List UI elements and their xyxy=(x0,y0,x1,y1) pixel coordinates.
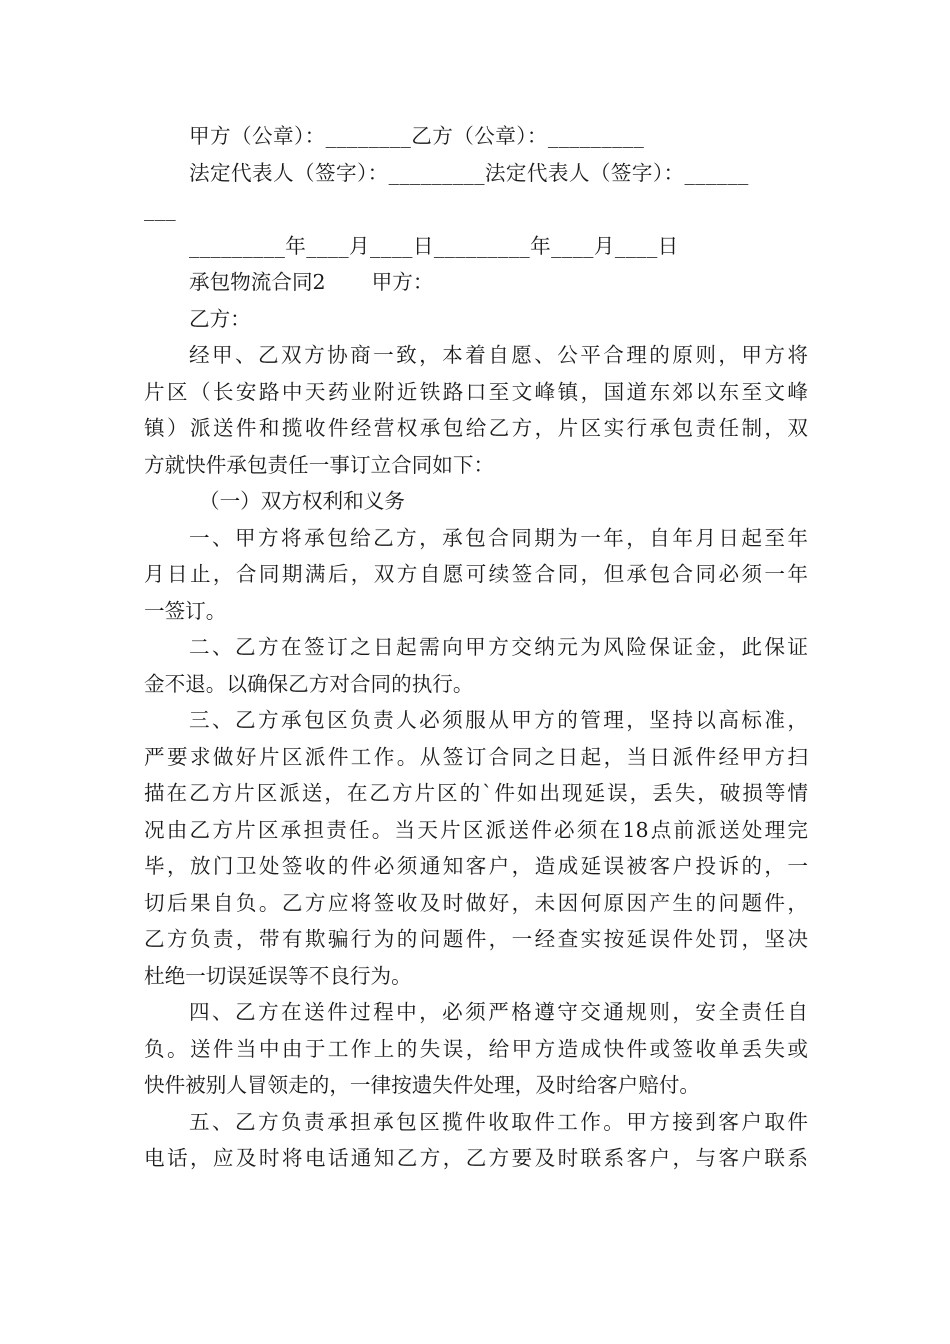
signature-line-representative-wrap: ___ xyxy=(144,197,177,221)
paragraph-line: 经甲、乙双方协商一致，本着自愿、公平合理的原则，甲方将 xyxy=(189,343,808,367)
contract-heading xyxy=(144,264,808,301)
paragraph-line: 一、甲方将承包给乙方，承包合同期为一年，自年月日起至年 xyxy=(189,525,808,550)
party-b-label: 乙方： xyxy=(189,306,251,331)
paragraph-line: 金不退。以确保乙方对合同的执行。 xyxy=(144,671,474,696)
signature-line-representative: 法定代表人（签字）：_________法定代表人（签字）：______ xyxy=(189,160,749,185)
paragraph-line: 乙方负责，带有欺骗行为的问题件，一经查实按延误件处罚，坚决 xyxy=(144,927,808,951)
paragraph-line: 快件被别人冒领走的，一律按遗失件处理，及时给客户赔付。 xyxy=(144,1073,701,1097)
paragraph-line: 描在乙方片区派送，在乙方片区的`件如出现延误，丢失，破损等情 xyxy=(144,781,808,805)
paragraph-line: 五、乙方负责承担承包区揽件收取件工作。甲方接到客户取件 xyxy=(189,1109,808,1134)
paragraph-line: 负。送件当中由于工作上的失误，给甲方造成快件或签收单丢失或 xyxy=(144,1036,808,1061)
paragraph-line: 月日止，合同期满后，双方自愿可续签合同，但承包合同必须一年 xyxy=(144,562,808,586)
paragraph-line: 况由乙方片区承担责任。当天片区派送件必须在18点前派送处理完 xyxy=(144,817,808,842)
paragraph-line: 片区（长安路中天药业附近铁路口至文峰镇，国道东郊以东至文峰 xyxy=(144,379,808,404)
paragraph-line: 三、乙方承包区负责人必须服从甲方的管理，坚持以高标准， xyxy=(189,708,808,732)
paragraph-line: 一签订。 xyxy=(144,598,227,623)
paragraph-line: 方就快件承包责任一事订立合同如下： xyxy=(144,452,495,477)
document-body xyxy=(144,118,808,1177)
section-heading: （一）双方权利和义务 xyxy=(199,489,405,513)
paragraph-line: 四、乙方在送件过程中，必须严格遵守交通规则，安全责任自 xyxy=(189,1000,808,1024)
paragraph-line: 切后果自负。乙方应将签收及时做好，未因何原因产生的问题件， xyxy=(144,890,808,915)
signature-line-date: _________年____月____日_________年____月____日 xyxy=(189,233,679,258)
paragraph-line: 二、乙方在签订之日起需向甲方交纳元为风险保证金，此保证 xyxy=(189,635,808,659)
paragraph-line: 毕，放门卫处签收的件必须通知客户，造成延误被客户投诉的，一 xyxy=(144,854,808,878)
paragraph-line: 镇）派送件和揽收件经营权承包给乙方，片区实行承包责任制，双 xyxy=(144,416,808,440)
paragraph-line: 严要求做好片区派件工作。从签订合同之日起，当日派件经甲方扫 xyxy=(144,744,808,769)
paragraph-line: 电话，应及时将电话通知乙方，乙方要及时联系客户，与客户联系 xyxy=(144,1146,808,1170)
contract-title: 承包物流合同2 xyxy=(189,270,326,294)
party-a-label: 甲方： xyxy=(371,270,434,294)
signature-line-seal: 甲方（公章）：________乙方（公章）：_________ xyxy=(189,124,645,148)
paragraph-line: 杜绝一切误延误等不良行为。 xyxy=(144,963,412,988)
